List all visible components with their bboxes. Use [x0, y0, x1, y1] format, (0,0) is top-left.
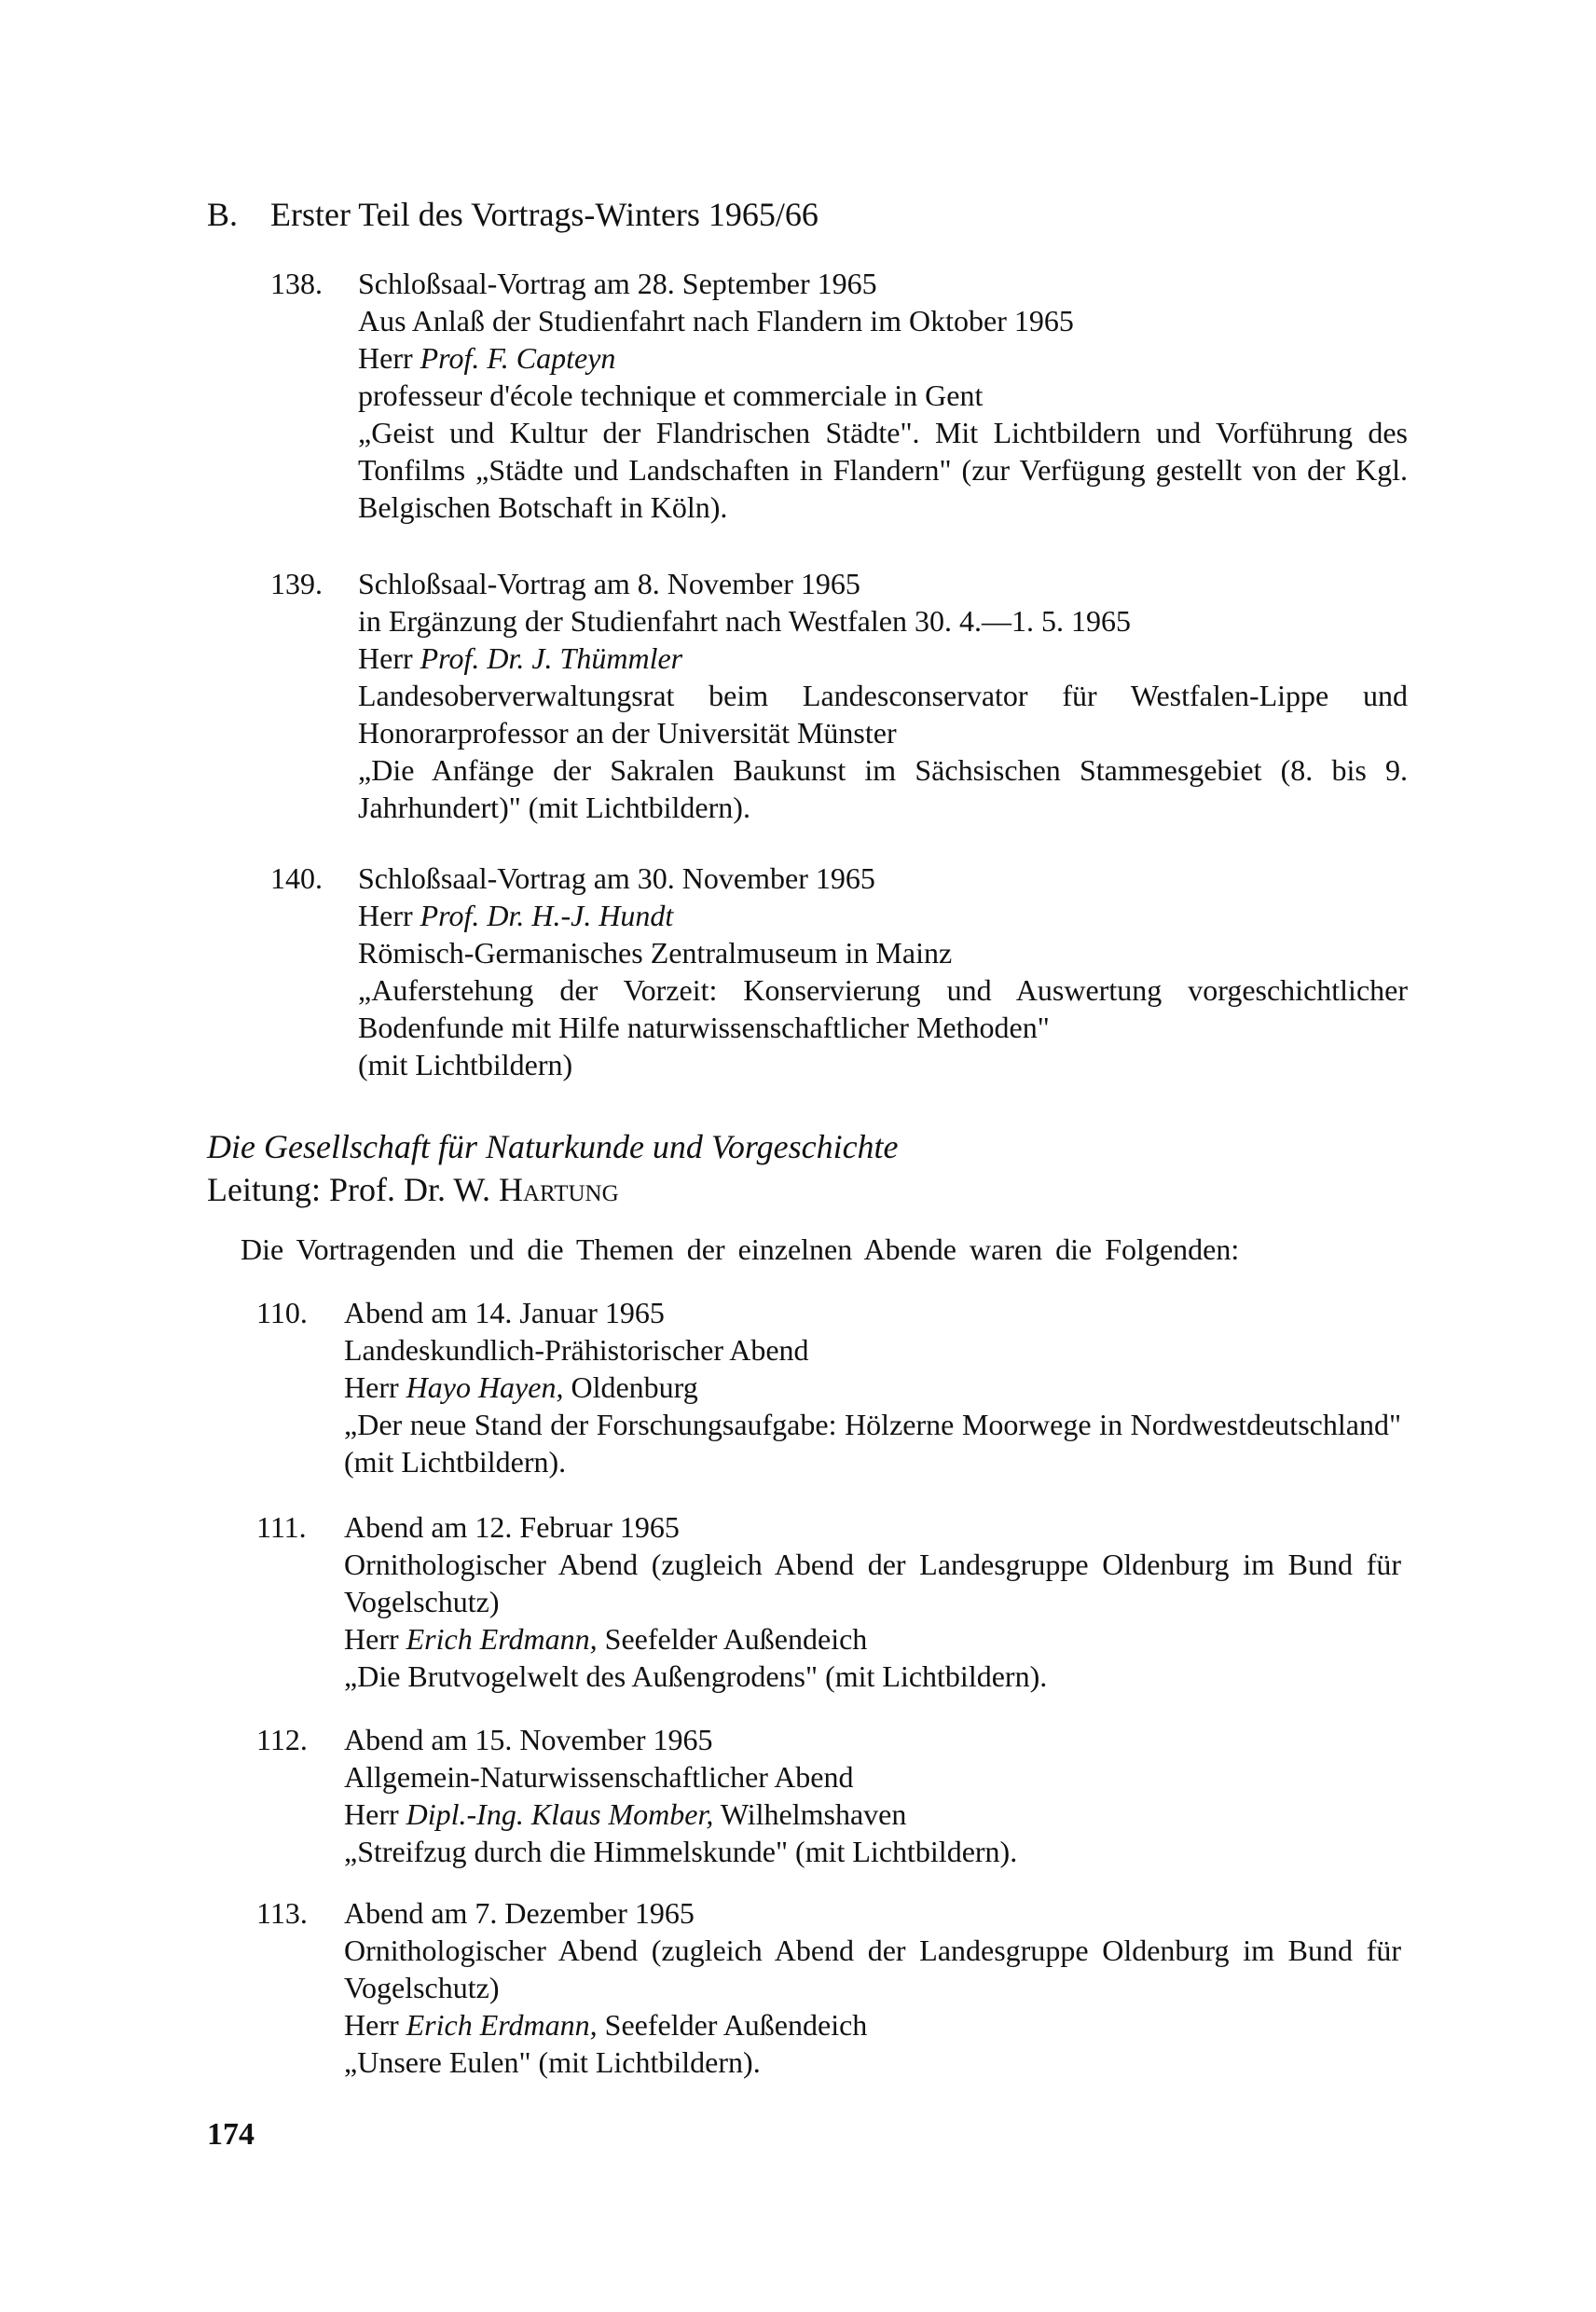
entry-speaker [344, 2006, 1401, 2044]
entry-topic: „Auferstehung der Vorzeit: Konservierung und Auswertung vorgeschichtlicher Bodenfunde mit Hilfe naturwissenschaftlicher Methoden" [358, 973, 1408, 1044]
entry-affiliation: Römisch-Germanisches Zentralmuseum in Mainz [358, 936, 953, 970]
entry-speaker [344, 1620, 1401, 1658]
society-title: Die Gesellschaft für Naturkunde und Vorgeschichte [207, 1128, 899, 1165]
speaker-prefix: Herr [358, 641, 420, 675]
speaker-name: Prof. Dr. H.-J. Hundt [420, 899, 674, 932]
speaker-name: Prof. Dr. J. Thümmler [420, 641, 683, 675]
speaker-location: Oldenburg [563, 1370, 698, 1404]
entry-type-line: Ornithologischer Abend (zugleich Abend der Landesgruppe Oldenburg im Bund für Vogelschutz) [344, 1548, 1401, 1618]
society-intro: Die Vortragenden und die Themen der einzelnen Abende waren die Folgenden: [241, 1232, 1240, 1266]
speaker-location: Wilhelmshaven [713, 1797, 907, 1831]
entry-date-line: Schloßsaal-Vortrag am 8. November 1965 [358, 567, 860, 600]
speaker-prefix: Herr [344, 2008, 406, 2042]
entry-speaker [344, 1796, 1401, 1833]
section-b-title: Erster Teil des Vortrags-Winters 1965/66 [270, 196, 819, 233]
speaker-location: Seefelder Außendeich [597, 1622, 868, 1656]
entry-topic: „Geist und Kultur der Flandrischen Städte". Mit Lichtbildern und Vorführung des Tonfilms „Städte und Landschaften in Flandern" (zur Verfügung gestellt von der Kgl. Belgischen Botschaft in Köln). [358, 416, 1408, 524]
entry-date-line: Abend am 14. Januar 1965 [344, 1296, 665, 1329]
entry-number: 110. [256, 1296, 308, 1329]
society-leadership [207, 1169, 619, 1210]
entry-date-line: Schloßsaal-Vortrag am 30. November 1965 [358, 861, 875, 895]
entry-note: (mit Lichtbildern) [358, 1048, 573, 1081]
entry-topic: „Die Brutvogelwelt des Außengrodens" (mit Lichtbildern). [344, 1659, 1048, 1693]
speaker-prefix: Herr [344, 1797, 406, 1831]
speaker-name: Erich Erdmann, [406, 1622, 598, 1656]
entry-speaker [358, 640, 1408, 677]
page-number: 174 [207, 2117, 255, 2152]
entry-date-line: Abend am 7. Dezember 1965 [344, 1896, 695, 1930]
entry-topic: „Der neue Stand der Forschungsaufgabe: Hölzerne Moorwege in Nordwestdeutschland" (mit Lichtbildern). [344, 1408, 1401, 1479]
entry-topic: „Streifzug durch die Himmelskunde" (mit Lichtbildern). [344, 1835, 1018, 1868]
evening-entry-111 [256, 1508, 1401, 1695]
section-b-heading [207, 194, 819, 235]
entry-date-line: Schloßsaal-Vortrag am 28. September 1965 [358, 267, 877, 300]
entry-affiliation: Landesoberverwaltungsrat beim Landesconservator für Westfalen-Lippe und Honorarprofessor an der Universität Münster [358, 679, 1408, 750]
speaker-name: Hayo Hayen, [406, 1370, 564, 1404]
section-b-label: B. [207, 196, 239, 233]
entry-type-line: Ornithologischer Abend (zugleich Abend der Landesgruppe Oldenburg im Bund für Vogelschutz) [344, 1934, 1401, 2004]
entry-topic: „Unsere Eulen" (mit Lichtbildern). [344, 2045, 761, 2079]
speaker-prefix: Herr [358, 899, 420, 932]
lecture-entry-139 [270, 565, 1408, 826]
speaker-prefix: Herr [344, 1370, 406, 1404]
entry-occasion-line: Aus Anlaß der Studienfahrt nach Flandern im Oktober 1965 [358, 304, 1074, 337]
lecture-entry-138 [270, 265, 1408, 526]
evening-entry-110 [256, 1294, 1401, 1480]
entry-speaker [344, 1369, 1401, 1406]
speaker-prefix: Herr [358, 341, 420, 375]
entry-type-line: Allgemein-Naturwissenschaftlicher Abend [344, 1760, 854, 1794]
entry-speaker [358, 897, 1408, 934]
speaker-name: Erich Erdmann, [406, 2008, 598, 2042]
entry-occasion-line: in Ergänzung der Studienfahrt nach Westfalen 30. 4.—1. 5. 1965 [358, 604, 1131, 638]
entry-number: 138. [270, 267, 323, 300]
entry-affiliation: professeur d'école technique et commerciale in Gent [358, 378, 984, 412]
entry-topic: „Die Anfänge der Sakralen Baukunst im Sächsischen Stammesgebiet (8. bis 9. Jahrhundert)" (mit Lichtbildern). [358, 753, 1408, 824]
speaker-name: Dipl.-Ing. Klaus Momber, [406, 1797, 714, 1831]
entry-number: 113. [256, 1896, 308, 1930]
speaker-prefix: Herr [344, 1622, 406, 1656]
lecture-entry-140 [270, 860, 1408, 1083]
entry-number: 139. [270, 567, 323, 600]
entry-number: 140. [270, 861, 323, 895]
entry-speaker [358, 339, 1408, 377]
evening-entry-112 [256, 1721, 1401, 1870]
entry-number: 111. [256, 1510, 307, 1544]
evening-entry-113 [256, 1894, 1401, 2081]
entry-type-line: Landeskundlich-Prähistorischer Abend [344, 1333, 809, 1367]
leadership-prefix: Leitung: Prof. Dr. W. [207, 1171, 499, 1208]
speaker-location: Seefelder Außendeich [597, 2008, 868, 2042]
speaker-name: Prof. F. Capteyn [420, 341, 616, 375]
leadership-name: Hartung [499, 1171, 619, 1208]
entry-date-line: Abend am 12. Februar 1965 [344, 1510, 680, 1544]
entry-date-line: Abend am 15. November 1965 [344, 1723, 713, 1756]
entry-number: 112. [256, 1723, 308, 1756]
